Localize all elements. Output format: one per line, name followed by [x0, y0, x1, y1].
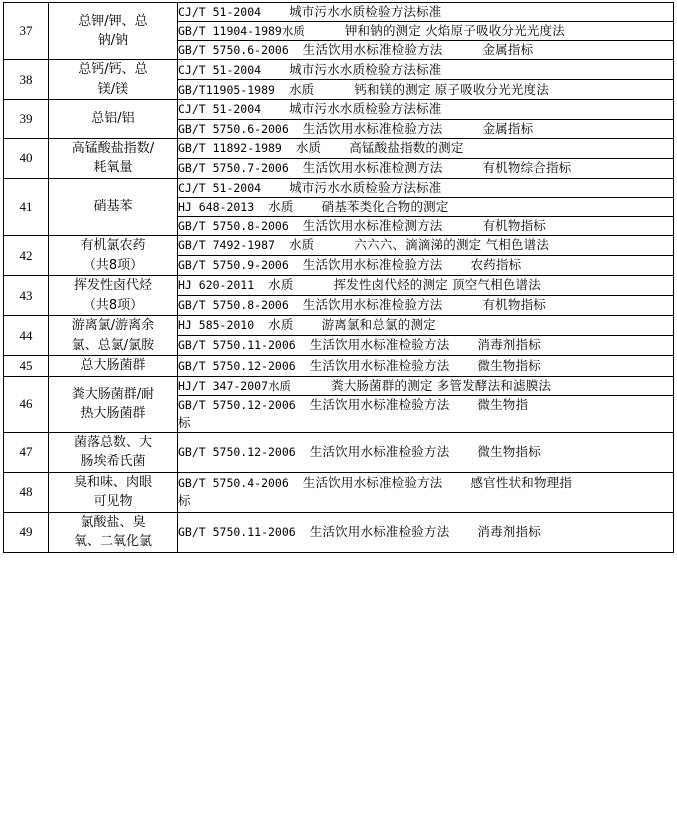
test-item-line: 游离氯/游离余: [71, 318, 155, 333]
standard-code: GB/T 5750.7-2006: [178, 161, 289, 176]
method-standard-cell: [178, 119, 674, 138]
row-index-cell: 42: [4, 236, 49, 276]
standard-code: GB/T 5750.8-2006: [178, 218, 289, 233]
table-row: [4, 432, 674, 472]
table-row: [4, 276, 674, 296]
table-row: [4, 472, 674, 512]
method-category: 消毒剂指标: [477, 337, 541, 353]
method-text: 生活饮用水标准检验方法: [309, 357, 450, 373]
test-item-cell: [49, 100, 178, 138]
test-item-cell: [49, 356, 178, 377]
method-text: 生活饮用水标准检验方法: [309, 337, 450, 353]
test-item-line: 总大肠菌群: [80, 358, 146, 373]
table-row: [4, 356, 674, 377]
test-item-line: （共8项）: [82, 257, 144, 273]
test-item-cell: [49, 178, 178, 235]
row-index-cell: 49: [4, 512, 49, 552]
method-standard-cell: [178, 236, 674, 256]
test-item-line: 总钙/钙、总: [78, 62, 148, 78]
standard-code: CJ/T 51-2004: [178, 102, 262, 117]
standard-code: CJ/T 51-2004: [178, 5, 262, 19]
standard-code: GB/T 5750.8-2006: [178, 298, 289, 313]
test-item-line: 粪大肠菌群/耐: [71, 386, 155, 402]
standard-code: HJ 620-2011: [178, 278, 255, 293]
method-standard-cell: [178, 296, 674, 316]
table-row: [4, 512, 674, 552]
method-standard-cell: [178, 472, 674, 512]
row-index-cell: 38: [4, 60, 49, 100]
row-index-cell: 43: [4, 276, 49, 316]
testing-methods-table: [3, 2, 674, 553]
row-index-cell: 40: [4, 138, 49, 178]
method-text: 生活饮用水标准检测方法: [302, 217, 443, 233]
standard-code: CJ/T 51-2004: [178, 62, 262, 77]
method-standard-cell: [178, 432, 674, 472]
method-text: 水质: [268, 317, 294, 333]
method-standard-cell: [178, 60, 674, 80]
method-text: 水质: [295, 140, 322, 156]
method-category-wrap: 标: [178, 493, 191, 509]
method-text: 粪大肠菌群的测定 多管发酵法和滤膜法: [331, 377, 552, 393]
method-text: 钾和钠的测定 火焰原子吸收分光光度法: [344, 23, 565, 39]
method-standard-cell: [178, 376, 674, 395]
row-index-cell: 48: [4, 472, 49, 512]
row-index-cell: 47: [4, 432, 49, 472]
method-text: 生活饮用水标准检验方法: [302, 42, 443, 58]
method-category: 六六六、滴滴涕的测定 气相色谱法: [354, 237, 550, 253]
standard-code: GB/T 5750.11-2006: [178, 525, 296, 540]
test-item-line: 硝基苯: [93, 199, 133, 215]
row-index-cell: 45: [4, 356, 49, 377]
test-item-line: 菌落总数、大: [73, 434, 152, 450]
row-index-cell: 37: [4, 3, 49, 60]
standard-code: GB/T 5750.12-2006: [178, 358, 296, 373]
test-item-line: 氯酸盐、臭: [80, 514, 146, 530]
method-category: 消毒剂指标: [477, 524, 541, 540]
test-item-cell: [49, 60, 178, 100]
standard-code: HJ 648-2013: [178, 199, 255, 214]
method-standard-cell: [178, 216, 674, 235]
method-standard-cell: [178, 80, 674, 100]
test-item-line: 耗氧量: [93, 160, 133, 176]
row-index-cell: 46: [4, 376, 49, 432]
method-text: 城市污水水质检验方法标准: [289, 179, 442, 195]
test-item-line: 钠/钠: [97, 33, 129, 49]
standard-code: HJ/T 347-2007水质: [178, 378, 292, 393]
standard-code: GB/T 5750.11-2006: [178, 338, 296, 353]
test-item-line: 热大肠菌群: [80, 406, 146, 422]
method-standard-cell: [178, 197, 674, 216]
table-row: [4, 3, 674, 22]
method-standard-cell: [178, 138, 674, 158]
test-item-cell: [49, 3, 178, 60]
test-item-line: 肠埃希氏菌: [80, 454, 146, 470]
test-item-line: 挥发性卤代烃: [73, 278, 152, 293]
method-category: 有机物指标: [482, 217, 546, 233]
row-index-cell: 39: [4, 100, 49, 138]
method-standard-cell: [178, 336, 674, 356]
method-category: 农药指标: [470, 257, 522, 273]
method-text: 生活饮用水标准检验方法: [302, 297, 443, 313]
method-standard-cell: [178, 178, 674, 197]
method-category: 游离氯和总氯的测定: [321, 317, 436, 333]
method-category: 感官性状和物理指: [470, 475, 573, 491]
method-category: 挥发性卤代烃的测定 顶空气相色谱法: [333, 277, 541, 293]
table-row: [4, 100, 674, 119]
method-category: 钙和镁的测定 原子吸收分光光度法: [354, 81, 550, 97]
method-text: 生活饮用水标准检测方法: [302, 160, 443, 176]
test-item-line: 总钾/钾、总: [78, 13, 148, 29]
method-standard-cell: [178, 356, 674, 377]
test-item-line: 高锰酸盐指数/: [71, 140, 155, 156]
method-text: 水质: [268, 198, 294, 214]
table-row: [4, 178, 674, 197]
test-item-cell: [49, 512, 178, 552]
standard-code: GB/T 5750.6-2006: [178, 43, 289, 58]
method-category: 微生物指标: [477, 444, 541, 460]
method-standard-cell: [178, 41, 674, 60]
test-item-line: 氧、二氧化氯: [73, 534, 152, 550]
standard-code: GB/T11905-1989: [178, 82, 275, 97]
method-text: 城市污水水质检验方法标准: [289, 101, 442, 117]
method-standard-cell: [178, 276, 674, 296]
method-category: 硝基苯类化合物的测定: [321, 198, 449, 214]
test-item-cell: [49, 432, 178, 472]
method-standard-cell: [178, 22, 674, 41]
method-text: 水质: [288, 81, 315, 97]
method-category-wrap: 标: [178, 414, 191, 430]
standard-code: GB/T 5750.12-2006: [178, 397, 296, 412]
test-item-cell: [49, 316, 178, 356]
standard-code: HJ 585-2010: [178, 318, 255, 333]
row-index-cell: 44: [4, 316, 49, 356]
method-text: 生活饮用水标准检验方法: [302, 120, 443, 136]
standard-code: CJ/T 51-2004: [178, 180, 262, 195]
method-text: 城市污水水质检验方法标准: [289, 4, 442, 19]
method-standard-cell: [178, 256, 674, 276]
test-item-cell: [49, 138, 178, 178]
method-text: 水质: [268, 277, 294, 293]
standard-code: GB/T 5750.9-2006: [178, 258, 289, 273]
method-category: 微生物指标: [477, 357, 541, 373]
table-row: [4, 316, 674, 336]
method-standard-cell: [178, 158, 674, 178]
standard-code: GB/T 5750.4-2006: [178, 476, 289, 491]
test-item-cell: [49, 276, 178, 316]
standard-code: GB/T 11904-1989水质: [178, 24, 305, 39]
method-standard-cell: [178, 512, 674, 552]
standard-code: GB/T 7492-1987: [178, 238, 275, 253]
method-category: 有机物指标: [482, 297, 546, 313]
standard-code: GB/T 5750.6-2006: [178, 121, 289, 136]
method-standard-cell: [178, 316, 674, 336]
method-category: 金属指标: [482, 42, 534, 58]
method-text: 生活饮用水标准检验方法: [309, 396, 450, 412]
test-item-line: 臭和味、肉眼: [73, 474, 152, 490]
test-item-line: （共8项）: [82, 297, 144, 313]
method-text: 生活饮用水标准检验方法: [309, 444, 450, 460]
table-row: [4, 60, 674, 80]
test-item-line: 有机氯农药: [80, 238, 146, 253]
test-item-cell: [49, 472, 178, 512]
table-row: [4, 138, 674, 158]
method-text: 城市污水水质检验方法标准: [289, 61, 442, 77]
method-standard-cell: [178, 100, 674, 119]
test-item-cell: [49, 376, 178, 432]
method-standard-cell: [178, 395, 674, 432]
row-index-cell: 41: [4, 178, 49, 235]
method-text: 生活饮用水标准检验方法: [302, 475, 443, 491]
table-row: [4, 236, 674, 256]
test-item-cell: [49, 236, 178, 276]
method-text: 生活饮用水标准检验方法: [309, 524, 450, 540]
method-category: 微生物指: [477, 396, 529, 412]
method-standard-cell: [178, 3, 674, 22]
method-category: 高锰酸盐指数的测定: [349, 140, 464, 156]
test-item-line: 氯、总氯/氯胺: [71, 337, 155, 353]
standard-code: GB/T 5750.12-2006: [178, 445, 296, 460]
method-category: 有机物综合指标: [482, 160, 572, 176]
test-item-line: 镁/镁: [97, 81, 129, 97]
method-text: 生活饮用水标准检验方法: [302, 257, 443, 273]
table-row: [4, 376, 674, 395]
method-category: 金属指标: [482, 120, 534, 136]
standard-code: GB/T 11892-1989: [178, 141, 282, 156]
test-item-line: 总铝/铝: [91, 111, 135, 127]
method-text: 水质: [288, 237, 315, 253]
test-item-line: 可见物: [93, 494, 133, 510]
